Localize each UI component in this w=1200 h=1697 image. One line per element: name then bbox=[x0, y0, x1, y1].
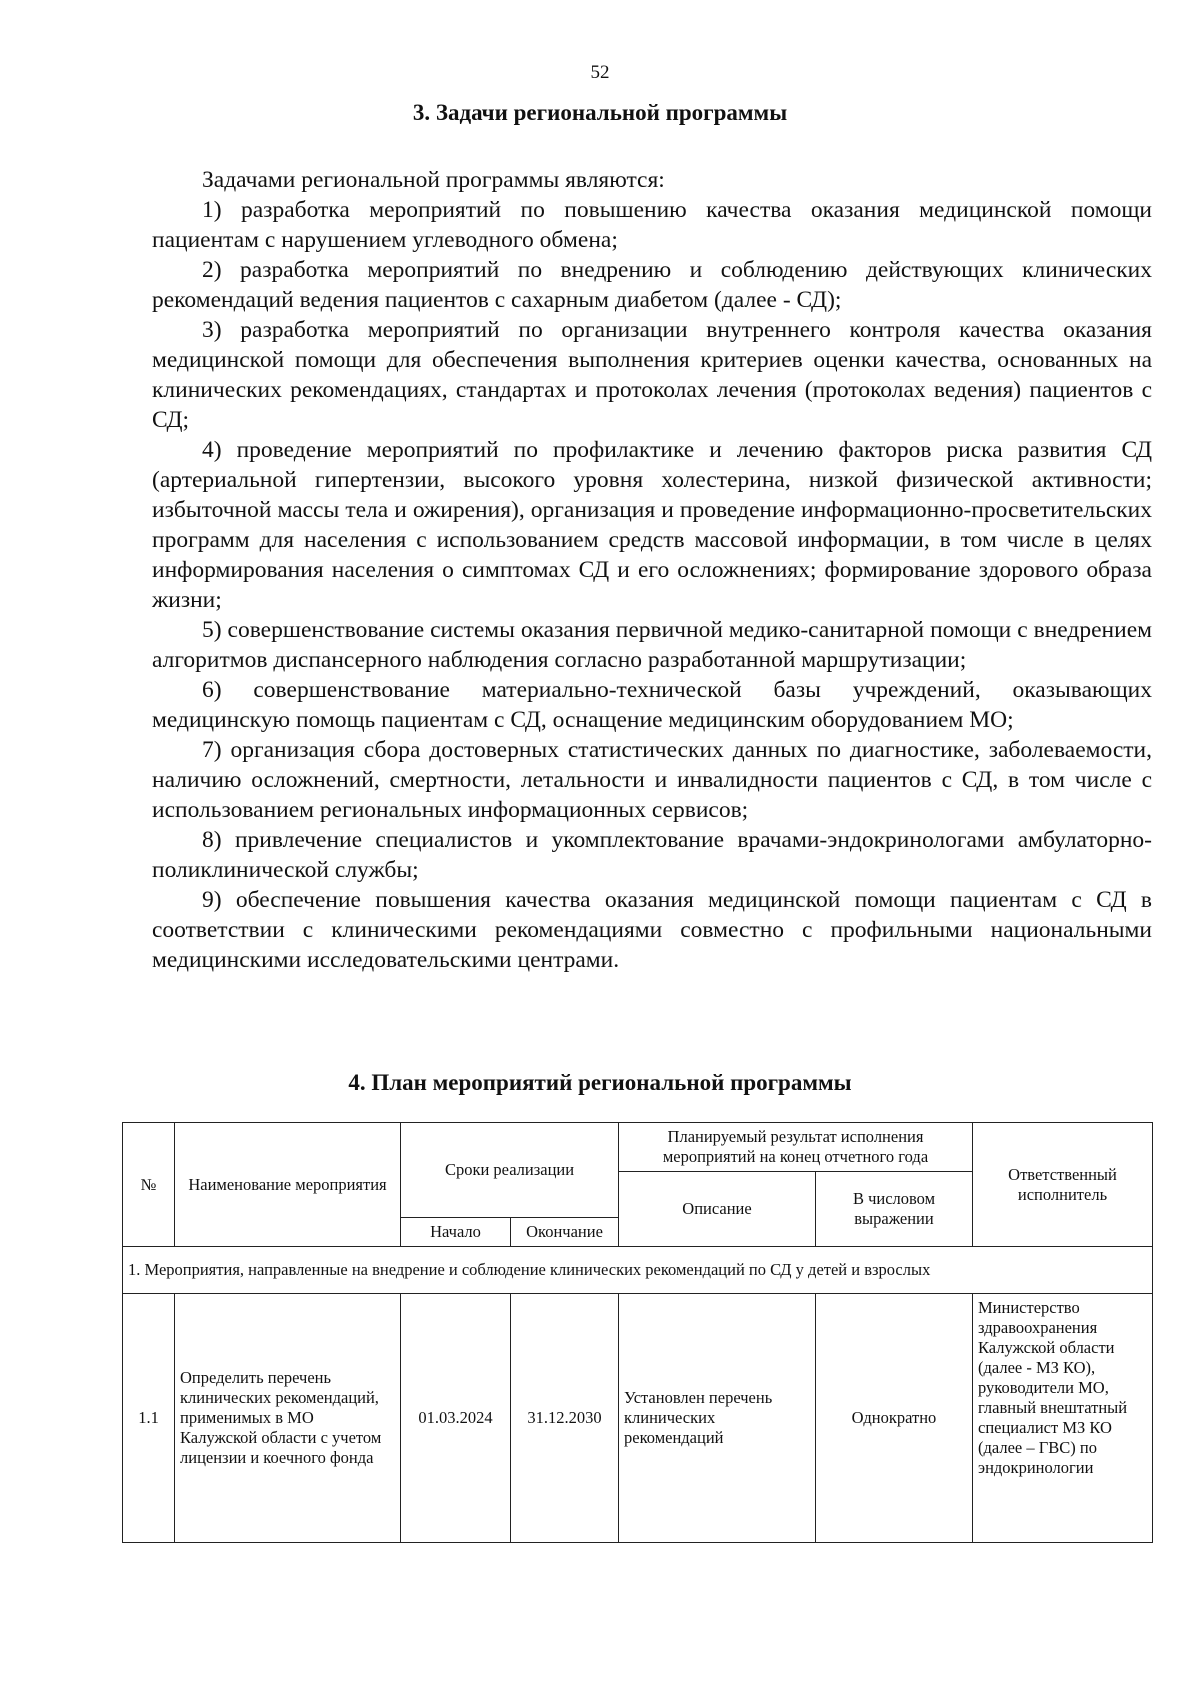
cell-name: Определить перечень клинических рекомендаций, применимых в МО Калужской области с учетом лицензии и коечного фонда bbox=[175, 1294, 401, 1543]
cell-num: 1.1 bbox=[123, 1294, 175, 1543]
cell-responsible: Министерство здравоохранения Калужской области (далее - МЗ КО), руководители МО, главный внештатный специалист МЗ КО (далее – ГВС) по эндокринологии bbox=[973, 1294, 1153, 1543]
page-number: 52 bbox=[590, 62, 610, 83]
table-row bbox=[123, 1294, 1153, 1543]
task-item: 8) привлечение специалистов и укомплектование врачами-эндокринологами амбулаторно-поликлинической службы; bbox=[152, 827, 1152, 883]
task-item: 5) совершенствование системы оказания первичной медико-санитарной помощи с внедрением алгоритмов диспансерного наблюдения согласно разработанной маршрутизации; bbox=[152, 617, 1152, 673]
header-terms: Сроки реализации bbox=[401, 1123, 619, 1218]
header-start: Начало bbox=[401, 1218, 511, 1247]
header-name: Наименование мероприятия bbox=[175, 1123, 401, 1247]
header-num: № bbox=[123, 1123, 175, 1247]
task-item: 7) организация сбора достоверных статистических данных по диагностике, заболеваемости, наличию осложнений, смертности, летальности и инвалидности пациентов с СД, в том числе с использованием региональных информационных сервисов; bbox=[152, 737, 1152, 823]
section-3-body bbox=[152, 165, 1152, 975]
table-section-row bbox=[123, 1247, 1153, 1294]
header-responsible: Ответственный исполнитель bbox=[973, 1123, 1153, 1247]
table-header-row bbox=[123, 1123, 1153, 1172]
section-4-title: 4. План мероприятий региональной программы bbox=[348, 1070, 852, 1095]
cell-numeric: Однократно bbox=[816, 1294, 973, 1543]
section-row-text: 1. Мероприятия, направленные на внедрение и соблюдение клинических рекомендаций по СД у детей и взрослых bbox=[123, 1247, 1153, 1294]
header-description: Описание bbox=[619, 1172, 816, 1247]
section-3-intro: Задачами региональной программы являются: bbox=[202, 167, 665, 193]
task-item: 3) разработка мероприятий по организации внутреннего контроля качества оказания медицинской помощи для обеспечения выполнения критериев оценки качества, основанных на клинических рекомендациях, стандартах и протоколах лечения (протоколах ведения) пациентов с СД; bbox=[152, 317, 1152, 433]
cell-end: 31.12.2030 bbox=[511, 1294, 619, 1543]
cell-description: Установлен перечень клинических рекомендаций bbox=[619, 1294, 816, 1543]
task-item: 2) разработка мероприятий по внедрению и соблюдению действующих клинических рекомендаций ведения пациентов с сахарным диабетом (далее - СД); bbox=[152, 257, 1152, 313]
task-item: 6) совершенствование материально-технической базы учреждений, оказывающих медицинскую помощь пациентам с СД, оснащение медицинским оборудованием МО; bbox=[152, 677, 1152, 733]
header-end: Окончание bbox=[511, 1218, 619, 1247]
header-result: Планируемый результат исполнения мероприятий на конец отчетного года bbox=[619, 1123, 973, 1172]
section-3-title: 3. Задачи региональной программы bbox=[412, 100, 788, 125]
cell-start: 01.03.2024 bbox=[401, 1294, 511, 1543]
plan-table bbox=[122, 1122, 1153, 1543]
header-numeric: В числовом выражении bbox=[816, 1172, 973, 1247]
task-item: 9) обеспечение повышения качества оказания медицинской помощи пациентам с СД в соответствии с клиническими рекомендациями совместно с профильными национальными медицинскими исследовательскими центрами. bbox=[152, 887, 1152, 973]
task-item: 4) проведение мероприятий по профилактике и лечению факторов риска развития СД (артериальной гипертензии, высокого уровня холестерина, низкой физической активности; избыточной массы тела и ожирения), организация и проведение информационно-просветительских программ для населения с использованием средств массовой информации, в том числе в целях информирования населения о симптомах СД и его осложнениях; формирование здорового образа жизни; bbox=[152, 437, 1152, 613]
task-item: 1) разработка мероприятий по повышению качества оказания медицинской помощи пациентам с нарушением углеводного обмена; bbox=[152, 197, 1152, 253]
